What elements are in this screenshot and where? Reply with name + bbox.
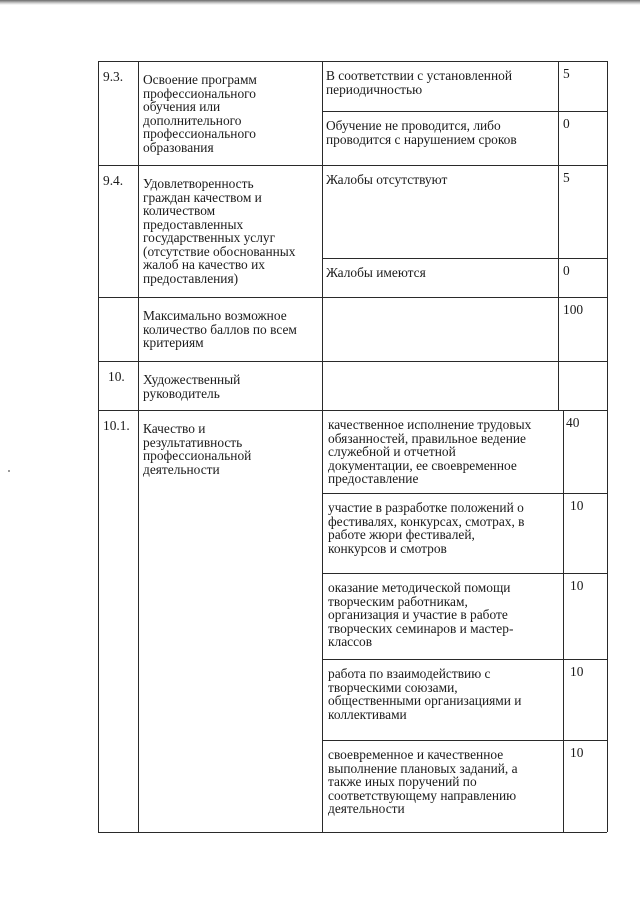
condition-divider bbox=[322, 573, 607, 574]
condition-divider bbox=[322, 740, 607, 741]
condition-text: участие в разработке положений о фестивалях, конкурсах, смотрах, в работе жюри фестивалей, конкурсов и смотров bbox=[328, 500, 525, 556]
condition-text: Жалобы отсутствуют bbox=[326, 172, 448, 187]
column-divider-condition-lower bbox=[563, 410, 564, 832]
condition-text: оказание методической помощи творческим работникам, организация и участие в работе творческих семинаров и мастер- классов bbox=[328, 580, 514, 649]
score-value: 10 bbox=[570, 745, 584, 760]
score-value: 100 bbox=[563, 302, 584, 317]
score-value: 10 bbox=[570, 578, 584, 593]
condition-text: своевременное и качественное выполнение плановых заданий, а также иных поручений по соответствующему направлению деятельности bbox=[328, 747, 518, 816]
condition-divider bbox=[322, 659, 607, 660]
row-number: 9.4. bbox=[103, 173, 124, 188]
score-value: 10 bbox=[570, 498, 584, 513]
column-divider-criterion bbox=[322, 61, 323, 832]
row-divider bbox=[98, 410, 607, 411]
condition-text: Жалобы имеются bbox=[326, 265, 426, 280]
score-value: 0 bbox=[563, 263, 570, 278]
row-divider bbox=[98, 832, 607, 833]
table-border-top bbox=[98, 61, 607, 62]
table-border-right bbox=[607, 61, 608, 832]
condition-text: качественное исполнение трудовых обязанностей, правильное ведение служебной и отчетной документации, ее своевременное предоставление bbox=[328, 417, 532, 486]
row-divider bbox=[98, 361, 607, 362]
row-divider bbox=[98, 165, 607, 166]
criterion-text: Освоение программ профессионального обучения или дополнительного профессионального образования bbox=[143, 72, 257, 155]
score-value: 10 bbox=[570, 664, 584, 679]
score-value: 5 bbox=[563, 66, 570, 81]
score-value: 0 bbox=[563, 116, 570, 131]
condition-text: Обучение не проводится, либо проводится с нарушением сроков bbox=[326, 118, 517, 147]
score-value: 40 bbox=[566, 415, 580, 430]
criterion-text: Максимально возможное количество баллов по всем критериям bbox=[143, 308, 297, 350]
scan-speck bbox=[8, 470, 10, 472]
condition-text: работа по взаимодействию с творческими союзами, общественными организациями и коллективами bbox=[328, 666, 522, 722]
row-number: 10.1. bbox=[103, 418, 130, 433]
criterion-text: Удовлетворенность граждан качеством и количеством предоставленных государственных услуг (отсутствие обоснованных жалоб на качество их предоставления) bbox=[143, 176, 296, 286]
row-number: 10. bbox=[108, 369, 125, 384]
criterion-text: Качество и результативность профессиональной деятельности bbox=[143, 421, 252, 477]
column-divider-number bbox=[138, 61, 139, 832]
row-number: 9.3. bbox=[103, 69, 124, 84]
condition-divider bbox=[322, 258, 607, 259]
score-value: 5 bbox=[563, 170, 570, 185]
row-divider bbox=[98, 297, 607, 298]
condition-divider bbox=[322, 111, 607, 112]
table-border-left bbox=[98, 61, 99, 832]
column-divider-condition bbox=[558, 61, 559, 410]
condition-text: В соответствии с установленной периодичностью bbox=[326, 68, 513, 97]
scan-edge-artifact bbox=[0, 0, 640, 5]
criterion-text: Художественный руководитель bbox=[143, 372, 241, 401]
condition-divider bbox=[322, 493, 607, 494]
